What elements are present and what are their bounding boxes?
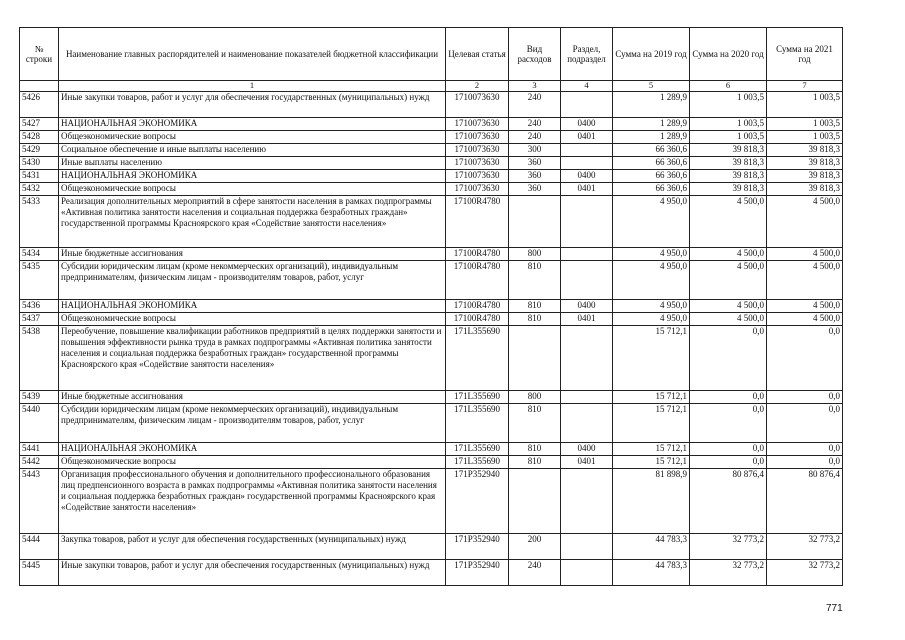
row-section: 0401 bbox=[561, 183, 613, 196]
row-section bbox=[561, 144, 613, 157]
row-sum-2021: 0,0 bbox=[767, 326, 843, 391]
table-row bbox=[20, 196, 843, 248]
row-sum-2021: 39 818,3 bbox=[767, 144, 843, 157]
row-name: Иные бюджетные ассигнования bbox=[59, 391, 446, 404]
row-sum-2019: 4 950,0 bbox=[613, 313, 690, 326]
column-number: 7 bbox=[767, 81, 843, 92]
row-expense-type: 810 bbox=[509, 404, 561, 443]
row-number: 5440 bbox=[20, 404, 59, 443]
row-target-article: 1710073630 bbox=[446, 131, 509, 144]
row-sum-2020: 4 500,0 bbox=[690, 248, 767, 261]
row-sum-2019: 4 950,0 bbox=[613, 261, 690, 300]
table-row bbox=[20, 443, 843, 456]
row-number: 5439 bbox=[20, 391, 59, 404]
table-row bbox=[20, 313, 843, 326]
row-number: 5429 bbox=[20, 144, 59, 157]
table-row bbox=[20, 261, 843, 300]
row-name: Иные выплаты населению bbox=[59, 157, 446, 170]
row-sum-2019: 15 712,1 bbox=[613, 391, 690, 404]
row-expense-type: 810 bbox=[509, 261, 561, 300]
table-header-row bbox=[20, 28, 843, 81]
row-target-article: 17100R4780 bbox=[446, 196, 509, 248]
table-row bbox=[20, 534, 843, 560]
row-sum-2019: 66 360,6 bbox=[613, 170, 690, 183]
row-sum-2021: 1 003,5 bbox=[767, 131, 843, 144]
row-sum-2020: 0,0 bbox=[690, 456, 767, 469]
row-sum-2019: 66 360,6 bbox=[613, 144, 690, 157]
row-expense-type bbox=[509, 196, 561, 248]
row-expense-type bbox=[509, 469, 561, 534]
row-sum-2020: 39 818,3 bbox=[690, 170, 767, 183]
row-name: НАЦИОНАЛЬНАЯ ЭКОНОМИКА bbox=[59, 170, 446, 183]
row-name: Иные бюджетные ассигнования bbox=[59, 248, 446, 261]
table-row bbox=[20, 131, 843, 144]
table-row bbox=[20, 404, 843, 443]
row-name: Социальное обеспечение и иные выплаты населению bbox=[59, 144, 446, 157]
row-number: 5436 bbox=[20, 300, 59, 313]
row-sum-2020: 32 773,2 bbox=[690, 534, 767, 560]
row-expense-type: 360 bbox=[509, 183, 561, 196]
row-name: НАЦИОНАЛЬНАЯ ЭКОНОМИКА bbox=[59, 443, 446, 456]
row-target-article: 171L355690 bbox=[446, 443, 509, 456]
row-name: Иные закупки товаров, работ и услуг для обеспечения государственных (муниципальных) нужд bbox=[59, 560, 446, 586]
row-target-article: 171L355690 bbox=[446, 326, 509, 391]
row-section: 0401 bbox=[561, 131, 613, 144]
row-section: 0400 bbox=[561, 300, 613, 313]
row-sum-2021: 0,0 bbox=[767, 456, 843, 469]
row-section bbox=[561, 326, 613, 391]
row-sum-2020: 39 818,3 bbox=[690, 183, 767, 196]
row-section: 0401 bbox=[561, 313, 613, 326]
row-sum-2021: 4 500,0 bbox=[767, 248, 843, 261]
row-sum-2020: 0,0 bbox=[690, 443, 767, 456]
row-sum-2020: 4 500,0 bbox=[690, 196, 767, 248]
row-target-article: 17100R4780 bbox=[446, 313, 509, 326]
row-target-article: 1710073630 bbox=[446, 170, 509, 183]
row-sum-2019: 15 712,1 bbox=[613, 456, 690, 469]
row-section bbox=[561, 391, 613, 404]
table-row bbox=[20, 456, 843, 469]
column-number-row bbox=[20, 81, 843, 92]
row-sum-2019: 15 712,1 bbox=[613, 443, 690, 456]
row-sum-2020: 0,0 bbox=[690, 391, 767, 404]
row-sum-2020: 39 818,3 bbox=[690, 144, 767, 157]
row-section bbox=[561, 157, 613, 170]
row-sum-2020: 4 500,0 bbox=[690, 313, 767, 326]
row-sum-2019: 15 712,1 bbox=[613, 326, 690, 391]
column-number: 4 bbox=[561, 81, 613, 92]
row-name: Переобучение, повышение квалификации работников предприятий в целях поддержки занятости и повышения эффективности рынка труда в рамках подпрограммы «Активная политика занятости населения и социальная поддержка безработных граждан» государственной программы Красноярского края «Содействие занятости населения» bbox=[59, 326, 446, 391]
row-number: 5443 bbox=[20, 469, 59, 534]
row-sum-2019: 81 898,9 bbox=[613, 469, 690, 534]
row-target-article: 17100R4780 bbox=[446, 261, 509, 300]
row-name: Закупка товаров, работ и услуг для обеспечения государственных (муниципальных) нужд bbox=[59, 534, 446, 560]
column-number: 1 bbox=[59, 81, 446, 92]
budget-table bbox=[19, 27, 843, 586]
row-expense-type: 800 bbox=[509, 391, 561, 404]
row-section bbox=[561, 560, 613, 586]
row-section: 0400 bbox=[561, 118, 613, 131]
row-sum-2020: 1 003,5 bbox=[690, 131, 767, 144]
row-sum-2019: 4 950,0 bbox=[613, 300, 690, 313]
row-target-article: 171L355690 bbox=[446, 404, 509, 443]
table-row bbox=[20, 248, 843, 261]
row-name: Иные закупки товаров, работ и услуг для обеспечения государственных (муниципальных) нужд bbox=[59, 92, 446, 118]
row-name: Организация профессионального обучения и дополнительного профессионального образования лиц предпенсионного возраста в рамках подпрограммы «Активная политика занятости населения и социальная поддержка безработных граждан» государственной программы Красноярского края «Содействие занятости населения» bbox=[59, 469, 446, 534]
column-number: 2 bbox=[446, 81, 509, 92]
row-sum-2019: 66 360,6 bbox=[613, 157, 690, 170]
row-target-article: 171P352940 bbox=[446, 469, 509, 534]
row-sum-2019: 1 289,9 bbox=[613, 131, 690, 144]
row-number: 5438 bbox=[20, 326, 59, 391]
row-name: НАЦИОНАЛЬНАЯ ЭКОНОМИКА bbox=[59, 118, 446, 131]
row-number: 5433 bbox=[20, 196, 59, 248]
row-number: 5431 bbox=[20, 170, 59, 183]
row-sum-2020: 1 003,5 bbox=[690, 92, 767, 118]
header-sum-2019: Сумма на 2019 год bbox=[613, 28, 690, 81]
row-sum-2020: 39 818,3 bbox=[690, 157, 767, 170]
row-sum-2019: 1 289,9 bbox=[613, 118, 690, 131]
row-name: Общеэкономические вопросы bbox=[59, 131, 446, 144]
row-expense-type: 300 bbox=[509, 144, 561, 157]
row-sum-2019: 44 783,3 bbox=[613, 534, 690, 560]
row-sum-2021: 1 003,5 bbox=[767, 92, 843, 118]
row-sum-2021: 4 500,0 bbox=[767, 313, 843, 326]
table-row bbox=[20, 326, 843, 391]
row-name: Общеэкономические вопросы bbox=[59, 456, 446, 469]
row-name: Общеэкономические вопросы bbox=[59, 313, 446, 326]
header-section: Раздел, подраздел bbox=[561, 28, 613, 81]
row-section bbox=[561, 469, 613, 534]
header-target-article: Целевая статья bbox=[446, 28, 509, 81]
row-sum-2021: 32 773,2 bbox=[767, 560, 843, 586]
row-sum-2019: 4 950,0 bbox=[613, 248, 690, 261]
row-number: 5428 bbox=[20, 131, 59, 144]
row-sum-2019: 66 360,6 bbox=[613, 183, 690, 196]
row-section bbox=[561, 404, 613, 443]
row-sum-2019: 44 783,3 bbox=[613, 560, 690, 586]
row-target-article: 171P352940 bbox=[446, 534, 509, 560]
row-expense-type: 800 bbox=[509, 248, 561, 261]
row-sum-2021: 1 003,5 bbox=[767, 118, 843, 131]
row-sum-2019: 15 712,1 bbox=[613, 404, 690, 443]
row-expense-type: 240 bbox=[509, 131, 561, 144]
row-sum-2020: 4 500,0 bbox=[690, 261, 767, 300]
row-target-article: 17100R4780 bbox=[446, 300, 509, 313]
row-expense-type: 810 bbox=[509, 456, 561, 469]
table-row bbox=[20, 300, 843, 313]
row-expense-type: 810 bbox=[509, 300, 561, 313]
row-sum-2021: 4 500,0 bbox=[767, 300, 843, 313]
page-number: 771 bbox=[826, 603, 843, 614]
row-expense-type: 240 bbox=[509, 560, 561, 586]
row-sum-2020: 0,0 bbox=[690, 326, 767, 391]
row-target-article: 1710073630 bbox=[446, 118, 509, 131]
row-sum-2021: 32 773,2 bbox=[767, 534, 843, 560]
row-section bbox=[561, 92, 613, 118]
column-number: 5 bbox=[613, 81, 690, 92]
row-expense-type: 810 bbox=[509, 313, 561, 326]
row-section bbox=[561, 196, 613, 248]
table-row bbox=[20, 157, 843, 170]
row-section: 0401 bbox=[561, 456, 613, 469]
row-sum-2020: 1 003,5 bbox=[690, 118, 767, 131]
row-name: Субсидии юридическим лицам (кроме некоммерческих организаций), индивидуальным предпринимателям, физическим лицам - производителям товаров, работ, услуг bbox=[59, 261, 446, 300]
header-sum-2021: Сумма на 2021 год bbox=[767, 28, 843, 81]
row-sum-2021: 39 818,3 bbox=[767, 157, 843, 170]
row-section: 0400 bbox=[561, 170, 613, 183]
row-sum-2021: 39 818,3 bbox=[767, 183, 843, 196]
row-sum-2021: 0,0 bbox=[767, 391, 843, 404]
column-number: 6 bbox=[690, 81, 767, 92]
row-section bbox=[561, 248, 613, 261]
row-number: 5445 bbox=[20, 560, 59, 586]
column-number: 3 bbox=[509, 81, 561, 92]
row-section: 0400 bbox=[561, 443, 613, 456]
row-sum-2021: 4 500,0 bbox=[767, 261, 843, 300]
row-sum-2021: 80 876,4 bbox=[767, 469, 843, 534]
row-target-article: 1710073630 bbox=[446, 144, 509, 157]
table-row bbox=[20, 144, 843, 157]
header-expense-type: Вид расходов bbox=[509, 28, 561, 81]
row-number: 5430 bbox=[20, 157, 59, 170]
row-section bbox=[561, 534, 613, 560]
table-row bbox=[20, 92, 843, 118]
row-expense-type: 240 bbox=[509, 92, 561, 118]
row-sum-2021: 4 500,0 bbox=[767, 196, 843, 248]
table-row bbox=[20, 183, 843, 196]
row-name: Реализация дополнительных мероприятий в сфере занятости населения в рамках подпрограммы «Активная политика занятости населения и социальная поддержка безработных граждан» государственной программы Красноярского края «Содействие занятости населения» bbox=[59, 196, 446, 248]
row-number: 5427 bbox=[20, 118, 59, 131]
table-row bbox=[20, 391, 843, 404]
row-expense-type: 240 bbox=[509, 118, 561, 131]
table-row bbox=[20, 170, 843, 183]
row-expense-type bbox=[509, 326, 561, 391]
row-target-article: 1710073630 bbox=[446, 92, 509, 118]
row-target-article: 171L355690 bbox=[446, 391, 509, 404]
table-row bbox=[20, 560, 843, 586]
row-sum-2020: 4 500,0 bbox=[690, 300, 767, 313]
row-name: Субсидии юридическим лицам (кроме некоммерческих организаций), индивидуальным предпринимателям, физическим лицам - производителям товаров, работ, услуг bbox=[59, 404, 446, 443]
row-sum-2020: 32 773,2 bbox=[690, 560, 767, 586]
row-name: Общеэкономические вопросы bbox=[59, 183, 446, 196]
row-sum-2021: 0,0 bbox=[767, 404, 843, 443]
row-number: 5442 bbox=[20, 456, 59, 469]
row-target-article: 171P352940 bbox=[446, 560, 509, 586]
row-number: 5432 bbox=[20, 183, 59, 196]
row-target-article: 1710073630 bbox=[446, 183, 509, 196]
row-number: 5444 bbox=[20, 534, 59, 560]
header-name: Наименование главных распорядителей и наименование показателей бюджетной классификации bbox=[59, 28, 446, 81]
row-number: 5426 bbox=[20, 92, 59, 118]
row-target-article: 171L355690 bbox=[446, 456, 509, 469]
header-sum-2020: Сумма на 2020 год bbox=[690, 28, 767, 81]
table-row bbox=[20, 118, 843, 131]
row-sum-2021: 39 818,3 bbox=[767, 170, 843, 183]
row-target-article: 1710073630 bbox=[446, 157, 509, 170]
row-name: НАЦИОНАЛЬНАЯ ЭКОНОМИКА bbox=[59, 300, 446, 313]
row-number: 5434 bbox=[20, 248, 59, 261]
row-sum-2020: 0,0 bbox=[690, 404, 767, 443]
row-number: 5441 bbox=[20, 443, 59, 456]
row-target-article: 17100R4780 bbox=[446, 248, 509, 261]
row-expense-type: 810 bbox=[509, 443, 561, 456]
column-number bbox=[20, 81, 59, 92]
header-row-number: № строки bbox=[20, 28, 59, 81]
row-expense-type: 360 bbox=[509, 170, 561, 183]
row-expense-type: 200 bbox=[509, 534, 561, 560]
table-body bbox=[20, 92, 843, 586]
row-sum-2021: 0,0 bbox=[767, 443, 843, 456]
row-section bbox=[561, 261, 613, 300]
row-sum-2019: 4 950,0 bbox=[613, 196, 690, 248]
row-number: 5437 bbox=[20, 313, 59, 326]
table-row bbox=[20, 469, 843, 534]
row-number: 5435 bbox=[20, 261, 59, 300]
row-sum-2020: 80 876,4 bbox=[690, 469, 767, 534]
row-expense-type: 360 bbox=[509, 157, 561, 170]
row-sum-2019: 1 289,9 bbox=[613, 92, 690, 118]
